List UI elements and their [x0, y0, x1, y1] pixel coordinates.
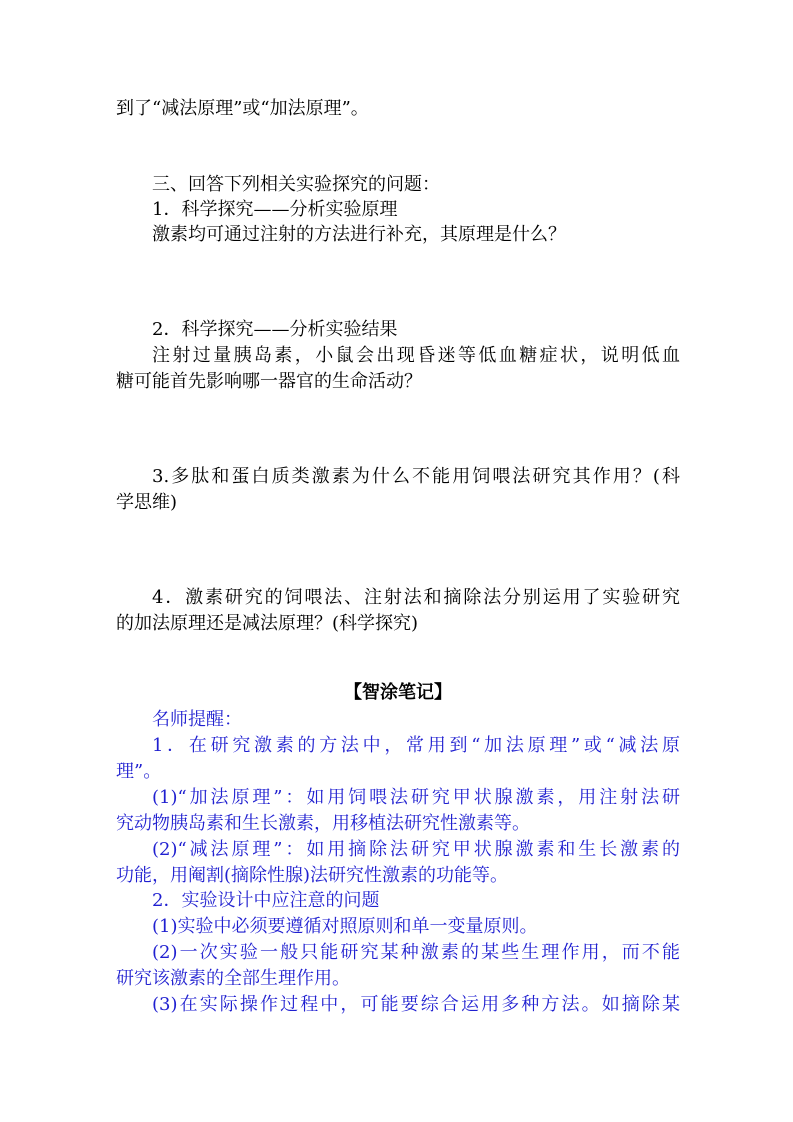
- q1-heading: 1．科学探究——分析实验原理: [152, 199, 398, 220]
- notes-p2-line1: 2．实验设计中应注意的问题: [152, 890, 380, 911]
- q3-question-line2: 学思维): [116, 492, 178, 513]
- notes-p1-line1: 1．在研究激素的方法中，常用到“加法原理”或“减法原: [152, 735, 680, 756]
- q2-question-line1: 注射过量胰岛素，小鼠会出现昏迷等低血糖症状，说明低血: [152, 345, 680, 366]
- notes-p2a-line1: (1)实验中必须要遵循对照原则和单一变量原则。: [152, 916, 538, 937]
- notes-p1a-line1: (1)“加法原理”：如用饲喂法研究甲状腺激素，用注射法研: [152, 787, 680, 808]
- notes-p2b-line2: 研究该激素的全部生理作用。: [116, 968, 350, 989]
- notes-p1b-line1: (2)“减法原理”：如用摘除法研究甲状腺激素和生长激素的: [152, 839, 680, 860]
- q2-heading: 2．科学探究——分析实验结果: [152, 319, 398, 340]
- q2-question-line2: 糖可能首先影响哪一器官的生命活动？: [116, 371, 422, 392]
- continuation-text: 到了“减法原理”或“加法原理”。: [116, 98, 369, 119]
- q1-question: 激素均可通过注射的方法进行补充，其原理是什么？: [152, 224, 566, 245]
- q4-question-line2: 的加法原理还是减法原理？(科学探究): [116, 613, 419, 634]
- notes-p1b-line2: 功能，用阉割(摘除性腺)法研究性激素的功能等。: [116, 865, 509, 886]
- notes-p1a-line2: 究动物胰岛素和生长激素，用移植法研究性激素等。: [116, 813, 530, 834]
- notes-p2c-line1: (3)在实际操作过程中，可能要综合运用多种方法。如摘除某: [152, 994, 680, 1015]
- q3-question-line1: 3.多肽和蛋白质类激素为什么不能用饲喂法研究其作用？(科: [152, 466, 680, 487]
- notes-title: 【智涂笔记】: [344, 682, 452, 703]
- notes-p1-line2: 理”。: [116, 761, 162, 782]
- notes-tip-label: 名师提醒：: [152, 709, 242, 730]
- q4-question-line1: 4．激素研究的饲喂法、注射法和摘除法分别运用了实验研究: [152, 587, 680, 608]
- notes-p2b-line1: (2)一次实验一般只能研究某种激素的某些生理作用，而不能: [152, 942, 680, 963]
- section-three-title: 三、回答下列相关实验探究的问题：: [152, 174, 440, 195]
